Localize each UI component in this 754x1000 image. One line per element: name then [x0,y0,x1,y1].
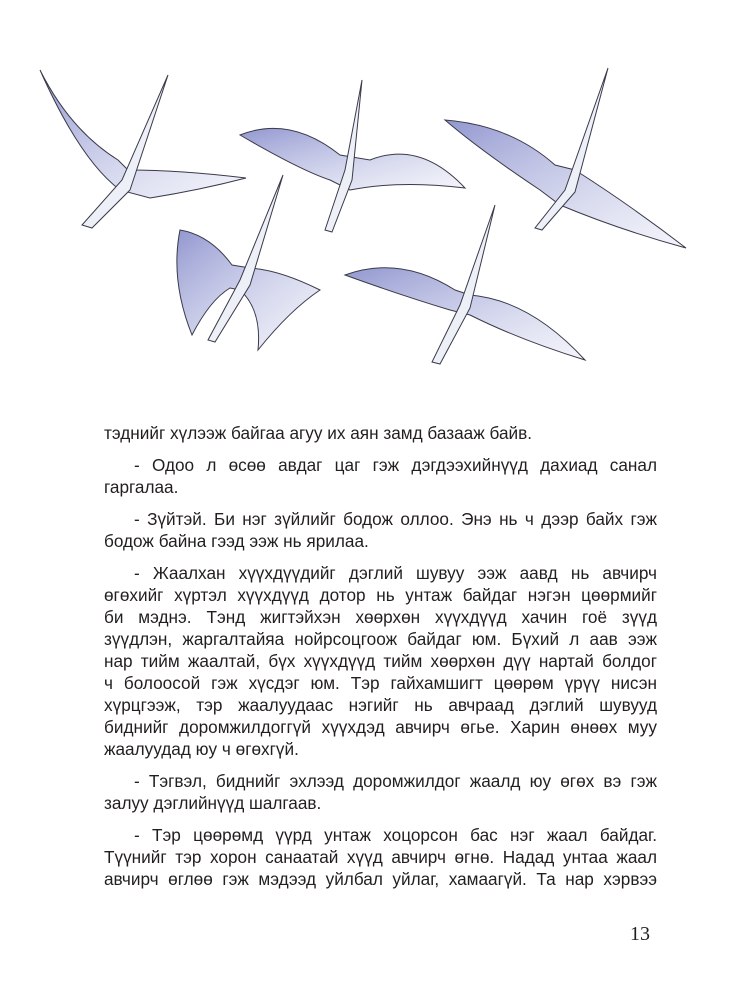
swan-icon [177,175,320,350]
text-line: ч болоосой гэж хүсдэг юм. Тэр гайхамшигт цөөрөм үрүү нисэн [104,673,657,693]
text-line: гаргалаа. [104,477,179,497]
paragraph [104,824,657,890]
swan-icon [240,80,465,232]
text-line: биднийг доромжилдоггүй хүүхдэд авчирч өгье. Харин өнөөх муу [104,717,657,737]
paragraph [104,454,657,498]
text-line: Түүнийг тэр хорон санаатай хүүд авчирч өгнө. Надад унтаа жаал [104,847,657,867]
text-line: жаалуудад юу ч өгөхгүй. [104,739,299,759]
paragraph [104,770,657,814]
page-number: 13 [630,923,650,945]
story-text [104,422,657,900]
text-line: авчирч өглөө гэж мэдээд уйлбал уйлаг, хамаагүй. Та нар хэрвээ [104,869,657,889]
flying-swans-illustration [0,40,754,380]
text-line: би мэднэ. Тэнд жигтэйхэн хөөрхөн хүүхдүүд хачин гоё зүүд [104,607,657,627]
text-line: өгөхийг хүртэл хүүхдүүд дотор нь унтаж байдаг нэгэн цөөрмийг [104,585,657,605]
paragraph [104,422,657,444]
text-line: тэднийг хүлээж байгаа агуу их аян замд базааж байв. [104,423,533,443]
paragraph [104,508,657,552]
text-line: залуу дэглийнүүд шалгаав. [104,793,322,813]
swan-icon [445,68,686,248]
swan-icon [345,205,585,364]
swan-icon [40,70,246,228]
text-line: - Одоо л өсөө авдаг цаг гэж дэгдээхийнүүд дахиад санал [134,455,657,475]
text-line: - Жаалхан хүүхдүүдийг дэглий шувуу ээж аавд нь авчирч [134,563,657,583]
paragraph [104,562,657,760]
text-line: - Зүйтэй. Би нэг зүйлийг бодож оллоо. Энэ нь ч дээр байх гэж [134,509,657,529]
text-line: бодож байна гээд ээж нь ярилаа. [104,531,369,551]
text-line: зүүдлэн, жаргалтайяа нойрсоцгоож байдаг юм. Бүхий л аав ээж [104,629,657,649]
text-line: - Тэгвэл, биднийг эхлээд доромжилдог жаалд юу өгөх вэ гэж [134,771,657,791]
text-line: - Тэр цөөрөмд үүрд унтаж хоцорсон бас нэг жаал байдаг. [134,825,657,845]
text-line: нар тийм жаалтай, бүх хүүхдүүд тийм хөөрхөн дүү нартай болдог [104,651,657,671]
text-line: хүрцгээж, тэр жаалуудаас нэгийг нь авчраад дэглий шувууд [104,695,657,715]
